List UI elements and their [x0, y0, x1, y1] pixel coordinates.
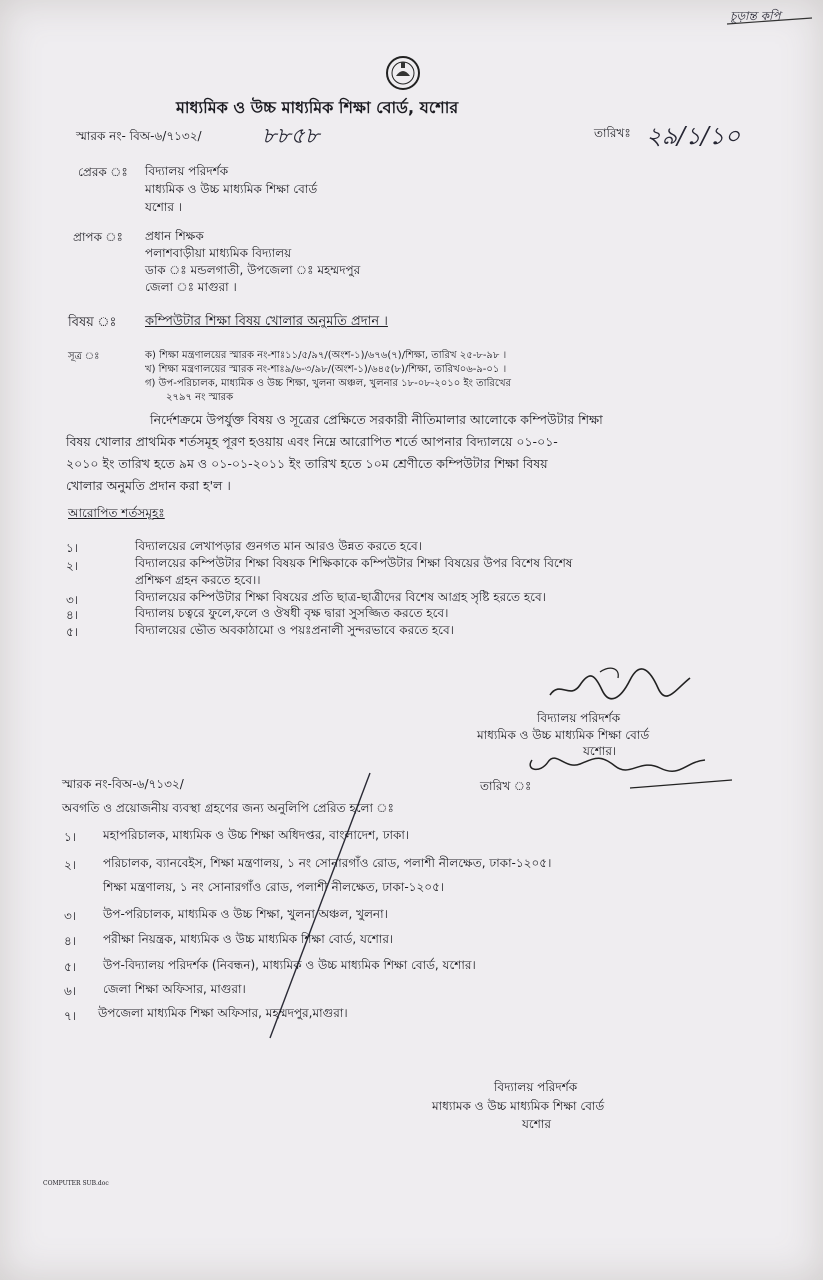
signatory-line-2: মাধ্যমিক ও উচ্চ মাধ্যমিক শিক্ষা বোর্ড	[477, 728, 650, 742]
signature-1	[540, 660, 700, 710]
date-label: তারিখঃ	[594, 126, 631, 140]
copy-item: জেলা শিক্ষা অফিসার, মাগুরা।	[103, 982, 246, 996]
corner-note: চূড়ান্ত কপি	[730, 9, 781, 23]
copy-item: পরিচালক, ব্যানবেইস, শিক্ষা মন্ত্রণালয়, ১ নং সোনারগাঁও রোড, পলাশী নীলক্ষেত, ঢাকা-১২০৫।	[103, 856, 552, 870]
copy-item: উপ-পরিচালক, মাধ্যমিক ও উচ্চ শিক্ষা, খুলনা অঞ্চল, খুলনা।	[103, 907, 388, 921]
condition-text: বিদ্যালয় চত্বরে ফুলে,ফলে ও ঔষধী বৃক্ষ দ্বারা সুসজ্জিত করতে হবে।	[135, 606, 449, 620]
copy-item: শিক্ষা মন্ত্রণালয়, ১ নং সোনারগাঁও রোড, পলাশী নীলক্ষেত, ঢাকা-১২০৫।	[103, 880, 445, 894]
copy-number: ১।	[64, 830, 77, 844]
recipient-line-2: পলাশবাড়ীয়া মাধ্যমিক বিদ্যালয়	[145, 246, 292, 260]
body-line: ২০১০ ইং তারিখ হতে ৯ম ও ০১-০১-২০১১ ইং তারিখ হতে ১০ম শ্রেণীতে কম্পিউটার শিক্ষা বিষয়	[66, 456, 548, 471]
signatory-line-1: বিদ্যালয় পরিদর্শক	[537, 711, 621, 725]
recipient-line-3: ডাক ঃ মন্ডলগাতী, উপজেলা ঃ মহম্মদপুর	[145, 263, 361, 277]
signatory-2-line-2: মাধ্যামক ও উচ্চ মাধ্যমিক শিক্ষা বোর্ড	[432, 1099, 605, 1113]
corner-note-underline	[722, 4, 817, 28]
recipient-label: প্রাপক ঃ	[73, 230, 123, 244]
sender-line-3: যশোর ।	[145, 200, 183, 214]
copy-number: ২।	[64, 858, 77, 872]
sender-line-1: বিদ্যালয় পরিদর্শক	[145, 164, 229, 178]
recipient-line-1: প্রধান শিক্ষক	[145, 229, 204, 243]
condition-number: ৪।	[66, 608, 79, 622]
copy-intro: অবগতি ও প্রয়োজনীয় ব্যবস্থা গ্রহণের জন্য অনুলিপি প্রেরিত হলো ঃ	[62, 801, 394, 815]
subject-text: কম্পিউটার শিক্ষা বিষয় খোলার অনুমতি প্রদান ।	[145, 314, 388, 329]
memo-number-2: স্মারক নং-বিঅ-৬/৭১৩২/	[62, 777, 184, 791]
sender-line-2: মাধ্যমিক ও উচ্চ মাধ্যমিক শিক্ষা বোর্ড	[145, 182, 318, 196]
copy-number: ৪।	[64, 934, 77, 948]
memo-handwritten-number: ৮৮৫৮	[262, 124, 320, 149]
reference-line: ক) শিক্ষা মন্ত্রণালয়ের স্মারক নং-শাঃ১১/৫/৯৭/(অংশ-১)/৬৭৬(৭)/শিক্ষা, তারিখ ২৫-৮-৯৮ ।	[145, 350, 507, 361]
reference-line: ২৭৯৭ নং স্মারক	[166, 392, 234, 403]
condition-number: ১।	[66, 541, 79, 555]
org-title: মাধ্যমিক ও উচ্চ মাধ্যমিক শিক্ষা বোর্ড, যশোর	[176, 98, 459, 117]
conditions-heading: আরোপিত শর্তসমূহঃ	[68, 506, 165, 520]
copy-number: ৭।	[64, 1009, 77, 1023]
date-handwritten: ২৯/১/১০	[646, 122, 741, 150]
condition-text: বিদ্যালয়ের লেখাপড়ার গুনগত মান আরও উন্নত করতে হবে।	[135, 539, 423, 553]
condition-text: বিদ্যালয়ের কম্পিউটার শিক্ষা বিষয়ক শিক্ষিকাকে কম্পিউটার শিক্ষা বিষয়ের উপর বিশেষ বিশেষ	[135, 556, 573, 570]
signatory-line-3: যশোর।	[583, 744, 617, 758]
copy-item: পরীক্ষা নিয়ন্ত্রক, মাধ্যমিক ও উচ্চ মাধ্যমিক শিক্ষা বোর্ড, যশোর।	[103, 932, 394, 946]
signatory-2-line-3: যশোর	[522, 1117, 551, 1131]
condition-text: বিদ্যালয়ের ভৌত অবকাঠামো ও পয়ঃপ্রনালী সুন্দরভাবে করতে হবে।	[135, 623, 454, 637]
body-line: খোলার অনুমতি প্রদান করা হ'ল ।	[66, 478, 231, 493]
condition-text: প্রশিক্ষণ গ্রহন করতে হবে।।	[135, 573, 261, 587]
condition-number: ৫।	[66, 625, 79, 639]
copy-item: মহাপরিচালক, মাধ্যমিক ও উচ্চ শিক্ষা অধিদপ্তর, বাংলাদেশ, ঢাকা।	[103, 828, 410, 842]
copy-item: উপজেলা মাধ্যমিক শিক্ষা অফিসার, মহম্মদপুর,মাগুরা।	[98, 1006, 348, 1020]
subject-label: বিষয় ঃ	[68, 315, 117, 330]
copy-number: ৬।	[64, 984, 77, 998]
date-label-2: তারিখ ঃ	[480, 779, 532, 793]
memo-number-label: স্মারক নং- বিঅ-৬/৭১৩২/	[76, 129, 202, 143]
condition-text: বিদ্যালয়ের কম্পিউটার শিক্ষা বিষয়ের প্রতি ছাত্র-ছাত্রীদের বিশেষ আগ্রহ সৃষ্টি হরতে হবে।	[135, 590, 546, 604]
reference-line: খ) শিক্ষা মন্ত্রণালয়ের স্মারক নং-শাঃ৯/৬-৩/৯৮/(অংশ-১)/৬৪৫(৮)/শিক্ষা, তারিখ০৬-৯-০১ ।	[145, 364, 507, 375]
footer-filename: COMPUTER SUB.doc	[43, 1180, 109, 1187]
body-line: বিষয় খোলার প্রাথমিক শর্তসমূহ পূরণ হওয়ায় এবং নিম্নে আরোপিত শর্তে আপনার বিদ্যালয়ে ০১-০১-	[66, 434, 558, 449]
board-emblem-icon	[384, 54, 422, 92]
body-line: নির্দেশক্রমে উপর্যুক্ত বিষয় ও সূত্রের প্রেক্ষিতে সরকারী নীতিমালার আলোকে কম্পিউটার শিক্ষা	[150, 412, 603, 427]
condition-number: ২।	[66, 559, 79, 573]
copy-item: উপ-বিদ্যালয় পরিদর্শক (নিবন্ধন), মাধ্যমিক ও উচ্চ মাধ্যমিক শিক্ষা বোর্ড, যশোর।	[103, 958, 476, 972]
copy-number: ৩।	[64, 909, 77, 923]
reference-label: সূত্র ঃ	[68, 351, 100, 362]
recipient-line-4: জেলা ঃ মাগুরা ।	[145, 280, 237, 294]
sender-label: প্রেরক ঃ	[78, 165, 128, 179]
handwritten-date-scribble	[520, 740, 740, 792]
reference-line: গ) উপ-পরিচালক, মাধ্যমিক ও উচ্চ শিক্ষা, খুলনা অঞ্চল, খুলনার ১৮-০৮-২০১০ ইং তারিখের	[145, 378, 512, 389]
signatory-2-line-1: বিদ্যালয় পরিদর্শক	[494, 1080, 578, 1094]
copy-number: ৫।	[64, 960, 77, 974]
condition-number: ৩।	[66, 593, 79, 607]
